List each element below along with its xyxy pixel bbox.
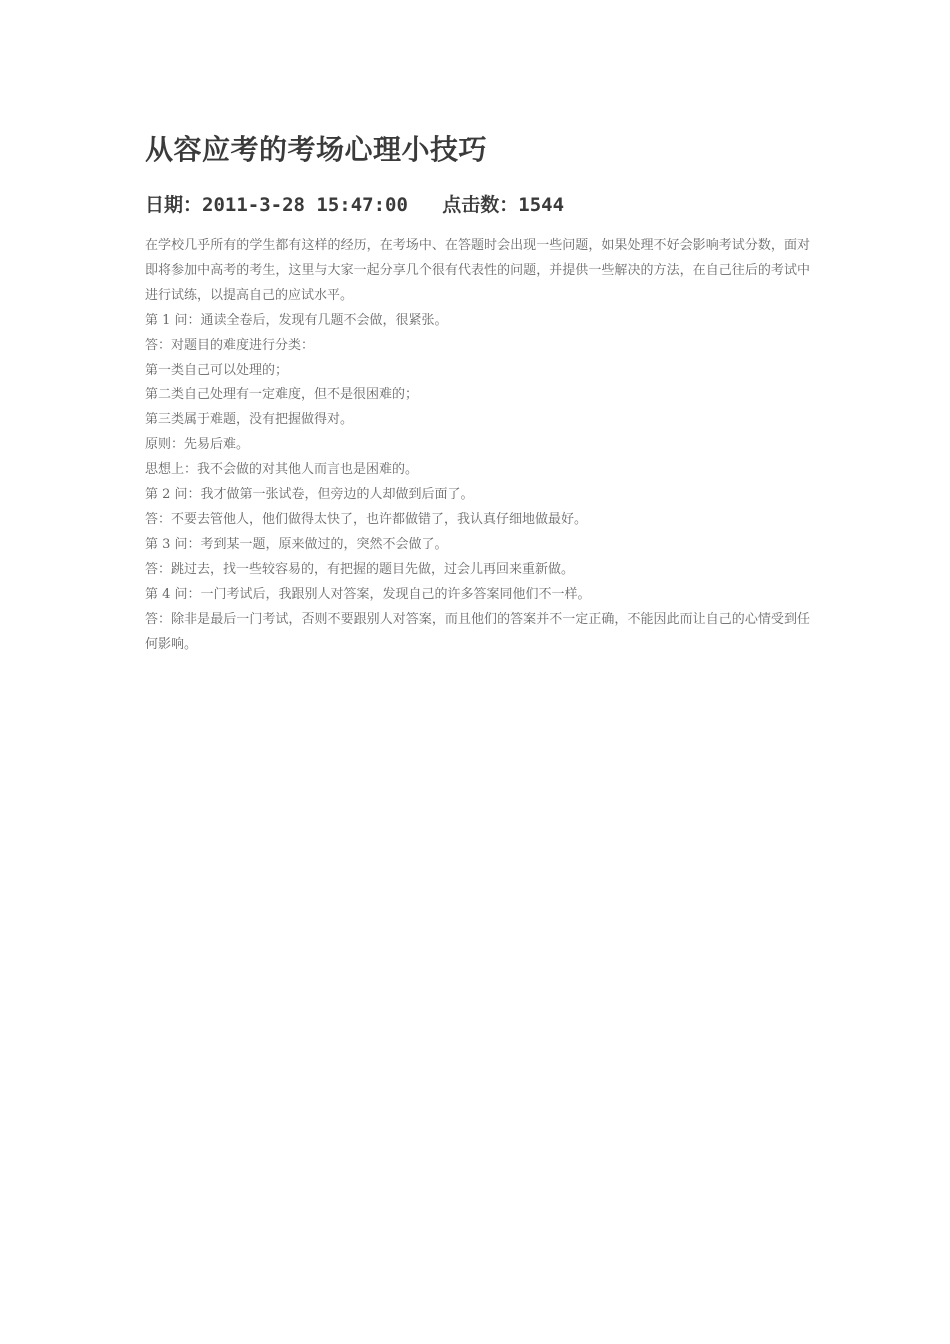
- article-body: [145, 234, 810, 657]
- paragraph: 答：除非是最后一门考试，否则不要跟别人对答案，而且他们的答案并不一定正确，不能因此而让自己的心情受到任何影响。: [145, 611, 810, 652]
- paragraph: 第三类属于难题，没有把握做得对。: [145, 412, 354, 428]
- paragraph: 第一类自己可以处理的；: [145, 362, 289, 378]
- paragraph: 原则：先易后难。: [145, 437, 250, 453]
- paragraph: 答：不要去管他人，他们做得太快了，也许都做错了，我认真仔细地做最好。: [145, 511, 588, 527]
- paragraph: 答：跳过去，找一些较容易的，有把握的题目先做，过会儿再回来重新做。: [145, 561, 575, 577]
- paragraph: 第 3 问：考到某一题，原来做过的，突然不会做了。: [145, 536, 448, 552]
- article: [145, 128, 810, 657]
- paragraph: 在学校几乎所有的学生都有这样的经历，在考场中、在答题时会出现一些问题，如果处理不好会影响考试分数，面对即将参加中高考的考生，这里与大家一起分享几个很有代表性的问题，并提供一些解决的方法，在自己往后的考试中进行试练，以提高自己的应试水平。: [145, 238, 810, 303]
- date-label: 日期：: [145, 194, 203, 216]
- clicks-label: 点击数：: [442, 194, 519, 216]
- paragraph: 第 1 问：通读全卷后，发现有几题不会做，很紧张。: [145, 312, 448, 328]
- meta-spacer: [408, 194, 442, 216]
- paragraph: 答：对题目的难度进行分类：: [145, 337, 315, 353]
- clicks-value: 1544: [518, 194, 565, 216]
- paragraph: 第 2 问：我才做第一张试卷，但旁边的人却做到后面了。: [145, 487, 474, 503]
- paragraph: 思想上：我不会做的对其他人而言也是困难的。: [145, 462, 419, 478]
- article-meta: [145, 190, 810, 220]
- article-title: 从容应考的考场心理小技巧: [145, 133, 488, 166]
- paragraph: 第二类自己处理有一定难度，但不是很困难的；: [145, 387, 419, 403]
- date-value: 2011-3-28 15:47:00: [202, 194, 408, 216]
- paragraph: 第 4 问：一门考试后，我跟别人对答案，发现自己的许多答案同他们不一样。: [145, 586, 591, 602]
